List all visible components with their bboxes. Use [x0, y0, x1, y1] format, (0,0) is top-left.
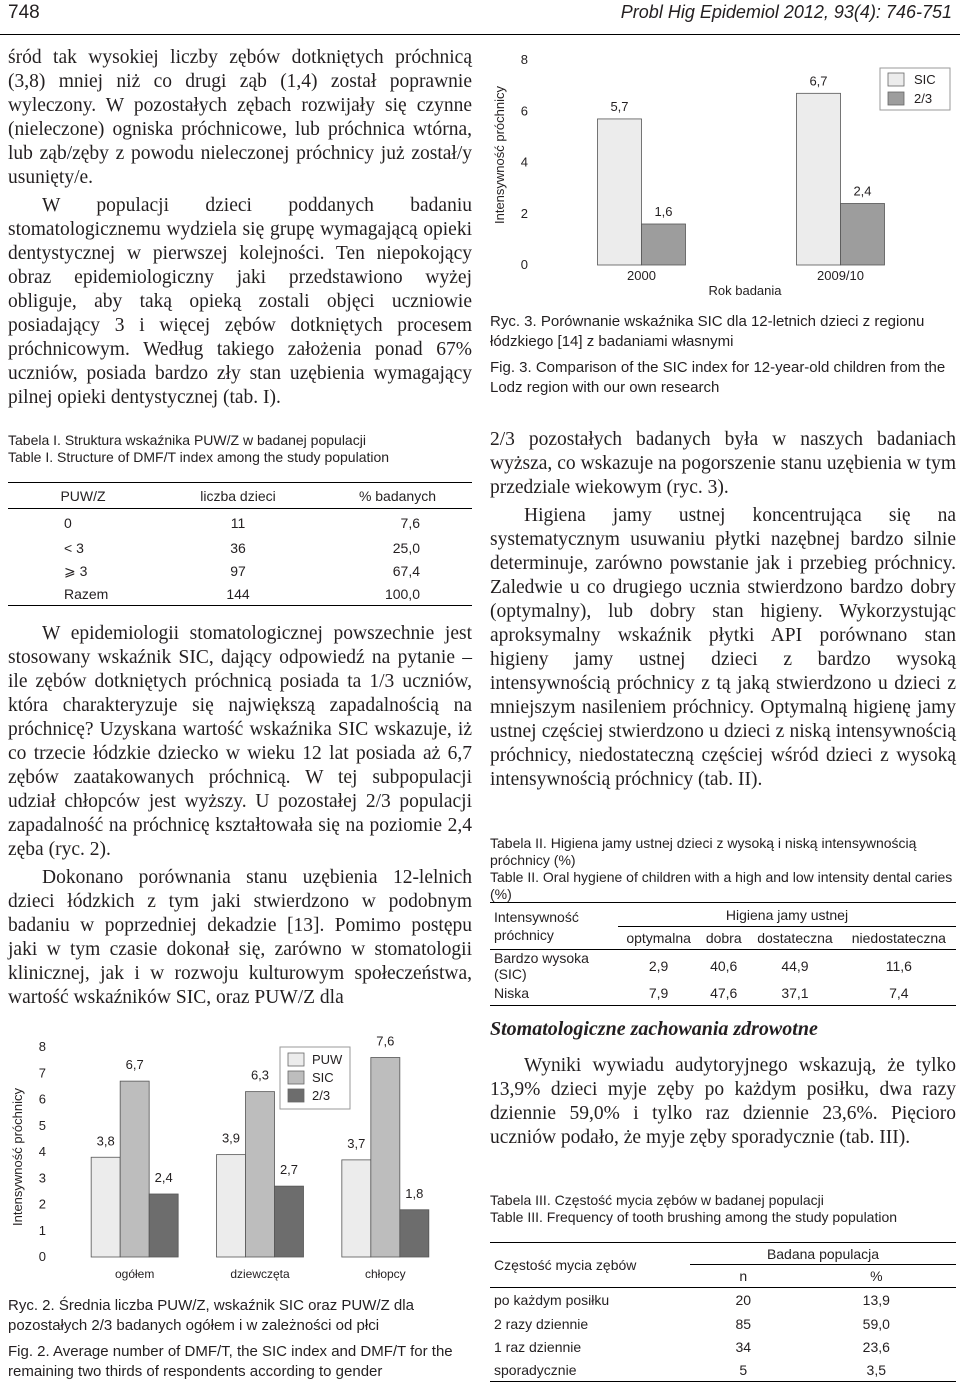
table-row: [8, 509, 472, 537]
bar-value-label: 7,6: [376, 1035, 395, 1049]
table1-title-pl: Tabela I. Struktura wskaźnika PUW/Z w badanej populacji: [8, 432, 366, 448]
legend-label: SIC: [914, 72, 936, 87]
fig3-bars: [598, 73, 885, 265]
table-cell: 7,6: [400, 514, 420, 531]
right-text-top: [490, 428, 956, 792]
y-tick-label: 3: [38, 1170, 46, 1186]
table2-title-en: Table II. Oral hygiene of children with a high and low intensity dental caries (%): [490, 869, 953, 902]
bar: [91, 1157, 120, 1257]
table-cell: 40,6: [710, 958, 738, 974]
legend-label: PUW: [312, 1052, 343, 1067]
table2-title: [490, 835, 956, 903]
fig2-y-axis: [39, 1039, 46, 1264]
bar-value-label: 2,7: [279, 1162, 299, 1178]
legend-label: SIC: [312, 1070, 334, 1085]
table-cell: 1 raz dziennie: [494, 1339, 582, 1355]
legend-swatch-two-thirds: [888, 92, 904, 105]
y-tick-label: 6: [38, 1091, 46, 1107]
bar: [275, 1186, 304, 1257]
fig3-caption-en: Fig. 3. Comparison of the SIC index for 12-year-old children from the Lodz region with our own research: [490, 359, 946, 396]
bar: [598, 119, 642, 265]
bar-value-label: 1,8: [405, 1185, 424, 1201]
fig2-ylabel: Intensywność próchnicy: [10, 1087, 25, 1227]
legend-label: 2/3: [312, 1088, 331, 1103]
fig3-x-axis: [627, 268, 864, 283]
bar: [217, 1155, 246, 1257]
journal-reference: Probl Hig Epidemiol 2012, 93(4): 746-751: [620, 2, 952, 22]
bar: [642, 224, 686, 265]
bar: [841, 204, 885, 266]
table-cell: Razem: [64, 585, 109, 602]
table-row: [490, 1313, 956, 1336]
table1-title-en: Table I. Structure of DMF/T index among the study population: [8, 449, 390, 465]
table-cell: 2,9: [648, 958, 669, 974]
y-tick-label: 4: [38, 1144, 46, 1159]
bar-value-label: 6,7: [809, 73, 828, 89]
table-cell: 37,1: [781, 985, 809, 1002]
fig2-legend: [280, 1047, 350, 1109]
table-cell: 59,0: [862, 1316, 890, 1332]
bar-value-label: 2,4: [154, 1170, 173, 1185]
fig3-ylabel: Intensywność próchnicy: [492, 85, 507, 225]
table-cell: 67,4: [392, 563, 420, 579]
table-cell: 144: [226, 585, 250, 602]
table2-row-header: Intensywność próchnicy: [490, 903, 618, 950]
paragraph: Higiena jamy ustnej koncentrująca się na systematycznym usuwaniu płytki nazębnej bardzo silnie determinuje, zarówno powstanie jak i przebieg próchnicy. Zaledwie u co drugiego ucznia stwierdzono bardzo dobry (optymalny), lub dobry stan higieny. Wykorzystując aproksymalny wskaźnik płytki API porównano stan higieny jamy ustnej dzieci z bardzo wysoką intensywnością próchnicy z tą jaką stwierdzono u dzieci z mniejszym nasileniem próchnicy. Optymalną higienę jamy ustnej częściej stwierdzono u dzieci z niską intensywnością próchnicy, niedostateczną częściej wśród dzieci z wysoką intensywnością próchnicy (tab. II).: [490, 505, 956, 790]
table-cell: 85: [735, 1316, 752, 1332]
fig2-chart: [8, 1035, 472, 1285]
x-tick-label: ogółem: [114, 1267, 155, 1281]
y-tick-label: 5: [38, 1117, 46, 1133]
paragraph: Wyniki wywiadu audytoryjnego wskazują, że tylko 13,9% dzieci myje zęby po każdym posiłku, dwa razy dziennie 59,0% i tylko raz dziennie 23,6%. Pięcioro uczniów podało, że myje zęby sporadycznie (tab. III).: [490, 1055, 956, 1148]
bar: [120, 1081, 149, 1257]
table1-header: PUW/Z: [60, 487, 106, 504]
table-cell: 44,9: [781, 958, 809, 974]
table-cell: 100,0: [384, 585, 420, 602]
table-row: [490, 1336, 956, 1359]
bar-value-label: 3,9: [221, 1130, 241, 1146]
fig3-caption-pl: Ryc. 3. Porównanie wskaźnika SIC dla 12-letnich dzieci z regionu łódzkiego [14] z badaniami własnymi: [490, 313, 925, 350]
table-row: [8, 583, 472, 606]
table2-header: optymalna: [626, 930, 691, 946]
table3-group-header: Badana populacja: [690, 1243, 956, 1265]
table3-row-header: Częstość mycia zębów: [490, 1243, 690, 1288]
table2-header: niedostateczna: [851, 930, 946, 946]
table-cell: 13,9: [862, 1292, 890, 1309]
table-cell: 5: [739, 1361, 748, 1378]
table-cell: sporadycznie: [494, 1361, 577, 1378]
table2-group-header: Higiena jamy ustnej: [618, 903, 956, 927]
right-text-bottom: [490, 1054, 956, 1150]
legend-swatch-sic: [888, 73, 904, 86]
left-text-bottom: [8, 622, 472, 1010]
bar: [246, 1092, 275, 1257]
table-cell: Bardzo wysoka (SIC): [494, 950, 589, 982]
table-cell: 25,0: [392, 540, 420, 556]
bar: [371, 1058, 400, 1258]
table-cell: Niska: [494, 985, 530, 1002]
table1-title: [8, 432, 472, 466]
fig3-caption: [490, 312, 955, 398]
table1-header: % badanych: [358, 487, 436, 504]
table3-header-row: [490, 1243, 956, 1265]
table-cell: 23,6: [862, 1339, 890, 1355]
bar-value-label: 5,7: [610, 98, 629, 114]
table-cell: ⩾ 3: [64, 562, 88, 579]
bar-value-label: 3,7: [347, 1135, 366, 1151]
y-tick-label: 1: [38, 1222, 46, 1238]
table2-header-row: [490, 903, 956, 927]
table-cell: 20: [735, 1292, 752, 1309]
table-row: [8, 560, 472, 583]
table-cell: 11,6: [885, 958, 912, 974]
fig2-caption-pl: Ryc. 2. Średnia liczba PUW/Z, wskaźnik SIC oraz PUW/Z dla pozostałych 2/3 badanych ogółem i w zależności od płci: [8, 1297, 414, 1334]
bar: [342, 1160, 371, 1257]
table1-header-row: [8, 483, 472, 509]
y-tick-label: 6: [520, 103, 528, 119]
table-row: [8, 537, 472, 560]
page-number: 748: [8, 2, 40, 23]
bar-value-label: 2,4: [853, 183, 872, 199]
table3-header: n: [739, 1268, 748, 1284]
legend-swatch-puw: [288, 1053, 304, 1066]
table-cell: 47,6: [710, 985, 738, 1002]
table-cell: 7,9: [648, 985, 669, 1002]
table1: [8, 482, 472, 606]
y-tick-label: 0: [38, 1249, 46, 1264]
y-tick-label: 4: [520, 154, 528, 170]
table2: [490, 902, 956, 1006]
x-tick-label: 2009/10: [817, 268, 864, 283]
legend-swatch-sic: [288, 1071, 304, 1084]
fig3-y-axis: [521, 52, 528, 272]
bar-value-label: 3,8: [96, 1133, 115, 1149]
table-cell: 34: [735, 1339, 752, 1355]
bar: [400, 1210, 429, 1257]
table3-header: %: [870, 1268, 883, 1284]
paragraph: W epidemiologii stomatologicznej powszechnie jest stosowany wskaźnik SIC, dający odpowiedź na pytanie – ile zębów dotkniętych próchnicą posiada ta 1/3 uczniów, która charakteryzuje się największą zapadalnością na próchnicę? Uzyskana wartość wskaźnika SIC wskazuje, iż co trzecie łódzkie dziecko w wieku 12 lat posiada aż 6,7 zębów zaatakowanych próchnicą. W tej subpopulacji udział chłopców jest wyższy. U pozostałej 2/3 populacji zapadalność na próchnicę kształtowała się na poziomie 2,4 zęba (ryc. 2).: [8, 623, 472, 860]
table1-header: liczba dzieci: [200, 487, 276, 504]
table2-title-pl: Tabela II. Higiena jamy ustnej dzieci z wysoką i niską intensywnością próchnicy (%): [490, 835, 917, 868]
table-cell: 0: [64, 514, 72, 531]
legend-label: 2/3: [914, 91, 933, 106]
table-row: [490, 950, 956, 983]
bar-value-label: 1,6: [654, 204, 673, 219]
table-cell: 97: [230, 563, 246, 579]
bar-value-label: 6,7: [125, 1057, 144, 1073]
table-cell: 11: [230, 514, 246, 531]
paragraph: Dokonano porównania stanu uzębienia 12-lelnich dzieci łódzkich z tym jaki stwierdzono w podobnym badaniu w poprzedniej dekadzie [13]. Pomimo postępu jaki w tym czasie dokonał się, zarówno w stomatologii klinicznej, jak i w rozwoju kulturowym społeczeństwa, wartość wskaźników SIC, oraz PUW/Z dla: [8, 867, 472, 1008]
fig3-legend: [880, 68, 950, 110]
legend-swatch-two-thirds: [288, 1089, 304, 1102]
fig2-caption: [8, 1296, 472, 1382]
y-tick-label: 7: [38, 1065, 46, 1081]
x-tick-label: dziewczęta: [230, 1267, 290, 1281]
left-text-top: [8, 46, 472, 410]
x-tick-label: 2000: [627, 268, 656, 283]
table-cell: 36: [230, 540, 246, 556]
table3-title-en: Table III. Frequency of tooth brushing among the study population: [490, 1209, 898, 1225]
table-row: [490, 982, 956, 1005]
y-tick-label: 8: [38, 1039, 46, 1054]
fig3-xlabel: Rok badania: [708, 283, 782, 298]
header-rule: [0, 34, 960, 35]
table2-header: dostateczna: [757, 930, 833, 946]
section-heading: Stomatologiczne zachowania zdrowotne: [490, 1018, 818, 1040]
bar: [797, 93, 841, 265]
table3-title-pl: Tabela III. Częstość mycia zębów w badanej populacji: [490, 1192, 824, 1208]
table-cell: 7,4: [889, 985, 909, 1002]
table3: [490, 1242, 956, 1382]
table-cell: 3,5: [866, 1361, 887, 1378]
fig2-x-axis: [115, 1267, 406, 1281]
paragraph: śród tak wysokiej liczby zębów dotkniętych próchnicą (3,8) mniej niż co drugi ząb (1,4) został poprawnie wyleczony. W pozostałych zębach rozwijały się czynne (nieleczone) ogniska próchnicowe, lub próchnica wtórna, lub ząb/zęby z powodu nieleczonej próchnicy już został/y usunięty/e.: [8, 47, 472, 188]
y-tick-label: 2: [38, 1196, 46, 1212]
y-tick-label: 8: [520, 52, 528, 67]
y-tick-label: 2: [520, 205, 528, 221]
fig3-chart: [490, 40, 955, 305]
y-tick-label: 0: [520, 257, 528, 272]
fig2-bars: [91, 1035, 429, 1257]
fig2-caption-en: Fig. 2. Average number of DMF/T, the SIC index and DMF/T for the remaining two thirds of respondents according to gender: [8, 1343, 453, 1380]
paragraph: 2/3 pozostałych badanych była w naszych badaniach wyższa, co wskazuje na pogorszenie stanu uzębienia w tym przedziale wiekowym (ryc. 3).: [490, 429, 956, 498]
table-row: [490, 1359, 956, 1382]
x-tick-label: chłopcy: [364, 1267, 406, 1281]
table-row: [490, 1288, 956, 1313]
table2-header: dobra: [705, 930, 742, 946]
bar-value-label: 6,3: [250, 1067, 270, 1083]
table3-title: [490, 1192, 956, 1226]
bar: [149, 1194, 178, 1257]
table-cell: 2 razy dziennie: [494, 1316, 589, 1332]
table-cell: po każdym posiłku: [494, 1292, 610, 1309]
table-cell: < 3: [64, 540, 84, 556]
paragraph: W populacji dzieci poddanych badaniu stomatologicznemu wydziela się grupę wymagającą opieki dentystycznej w pierwszej kolejności. Ten niepokojący obraz epidemiologiczny jaki przedstawiono wyżej obliguje, aby taką opieką zostali objęci uczniowie posiadający 3 i więcej zębów dotkniętych procesem próchnicowym. Według takiego założenia ponad 67% uczniów, posiada bardzo zły stan uzębienia wymagający pilnej opieki dentystycznej (tab. I).: [8, 195, 472, 408]
